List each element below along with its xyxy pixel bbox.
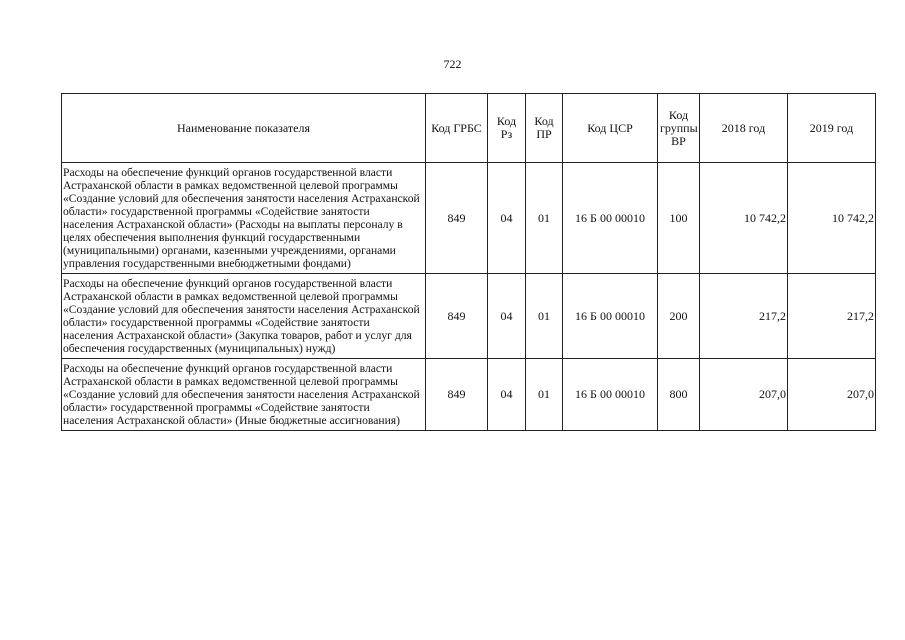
row-grbs: 849 [426,163,488,274]
row-2019: 207,0 [788,359,876,431]
row-rz: 04 [488,274,526,359]
budget-table [61,93,876,431]
header-2018: 2018 год [700,94,788,163]
header-2019: 2019 год [788,94,876,163]
row-grbs: 849 [426,359,488,431]
table-row [62,163,876,274]
header-name: Наименование показателя [62,94,426,163]
row-csr: 16 Б 00 00010 [563,274,658,359]
row-vr: 200 [658,274,700,359]
row-name: Расходы на обеспечение функций органов государственной власти Астраханской области в рамках ведомственной целевой программы «Создание условий для обеспечения занятости населения Астраханской области» государственной программы «Содействие занятости населения Астраханской области» (Иные бюджетные ассигнования) [62,359,426,431]
row-grbs: 849 [426,274,488,359]
table-header-row [62,94,876,163]
row-vr: 800 [658,359,700,431]
row-2019: 217,2 [788,274,876,359]
row-2018: 10 742,2 [700,163,788,274]
table-row [62,274,876,359]
header-csr: Код ЦСР [563,94,658,163]
header-grbs: Код ГРБС [426,94,488,163]
row-rz: 04 [488,163,526,274]
row-name: Расходы на обеспечение функций органов государственной власти Астраханской области в рамках ведомственной целевой программы «Создание условий для обеспечения занятости населения Астраханской области» государственной программы «Содействие занятости населения Астраханской области» (Расходы на выплаты персоналу в целях обеспечения выполнения функций государственными (муниципальными) органами, казенными учреждениями, органами управления государственными внебюджетными фондами) [62,163,426,274]
table-row [62,359,876,431]
row-2019: 10 742,2 [788,163,876,274]
row-csr: 16 Б 00 00010 [563,163,658,274]
page-number: 722 [443,57,462,71]
row-rz: 04 [488,359,526,431]
row-pr: 01 [526,359,563,431]
row-pr: 01 [526,163,563,274]
row-2018: 217,2 [700,274,788,359]
row-name: Расходы на обеспечение функций органов государственной власти Астраханской области в рамках ведомственной целевой программы «Создание условий для обеспечения занятости населения Астраханской области» государственной программы «Содействие занятости населения Астраханской области» (Закупка товаров, работ и услуг для обеспечения государственных (муниципальных) нужд) [62,274,426,359]
row-csr: 16 Б 00 00010 [563,359,658,431]
header-rz: Код Рз [488,94,526,163]
row-pr: 01 [526,274,563,359]
row-2018: 207,0 [700,359,788,431]
row-vr: 100 [658,163,700,274]
header-pr: Код ПР [526,94,563,163]
header-vr: Код группы ВР [658,94,700,163]
